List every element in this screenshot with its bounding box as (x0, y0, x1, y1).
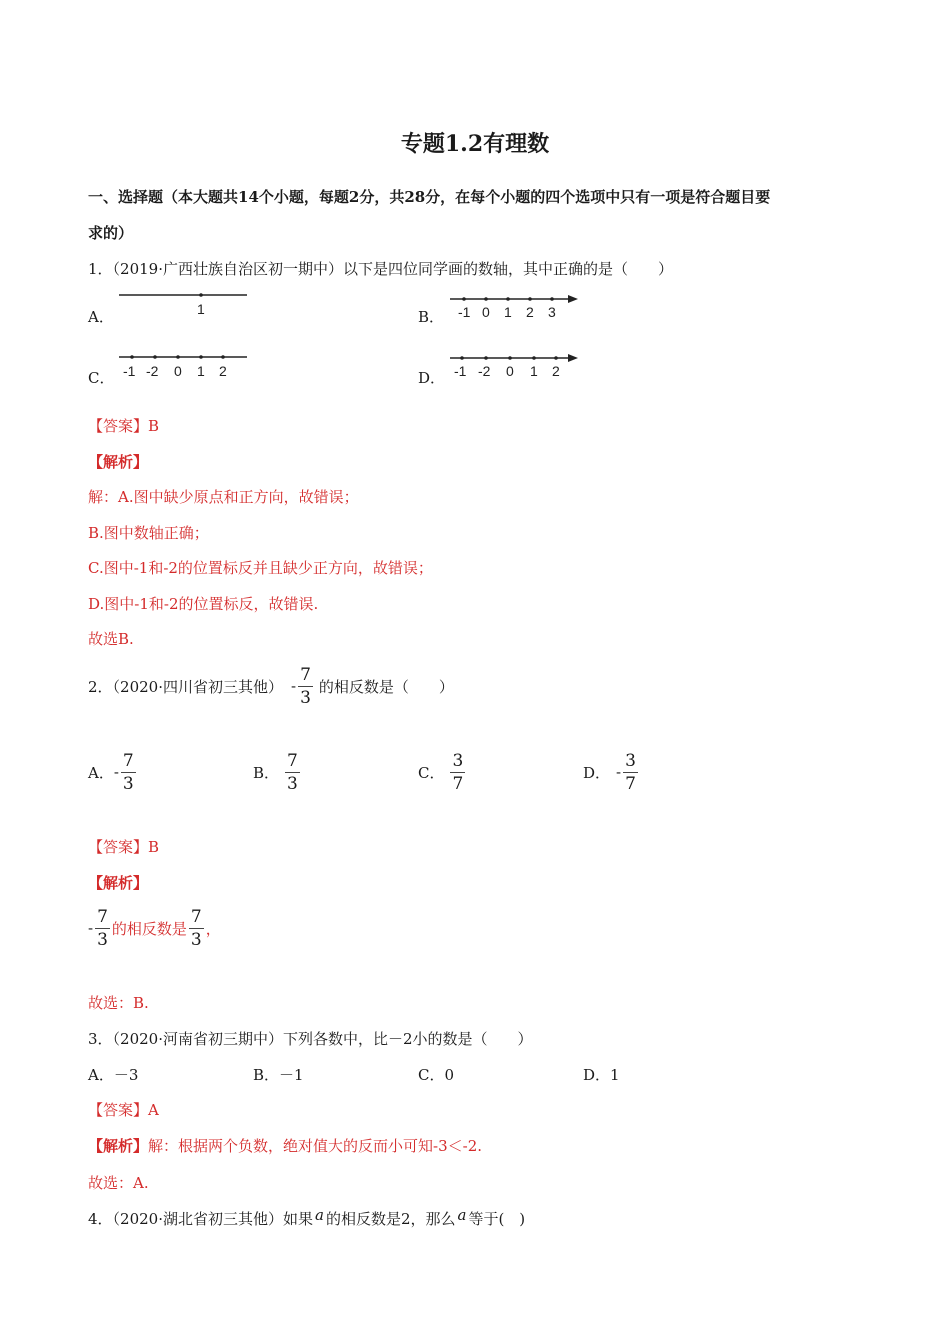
q1-analysis-line: C.图中-1和-2的位置标反并且缺少正方向，故错误； (88, 559, 433, 577)
fraction-numerator: 3 (452, 750, 464, 771)
axis-c-tick (153, 355, 157, 359)
q2-stem-prefix: 2．（2020·四川省初三其他） (88, 677, 283, 696)
q2-option-c-label: C． (418, 763, 445, 782)
axis-a-label: 1 (197, 301, 205, 317)
q2-analysis-fraction-2 (189, 906, 204, 951)
axis-b-tick (506, 297, 510, 301)
axis-c-label: -2 (146, 363, 159, 379)
q4-stem (88, 1208, 525, 1229)
axis-d-tick (508, 356, 512, 360)
q1-option-b-label: B． (418, 308, 445, 326)
q2-fraction-numerator: 7 (300, 664, 311, 685)
axis-d-label: 1 (530, 363, 538, 379)
q4-stem-end: 等于( ) (468, 1210, 526, 1228)
q4-stem-prefix: 4．（2020·湖北省初三其他）如果 (88, 1210, 313, 1228)
axis-d-label: 0 (506, 363, 514, 379)
q2-option-b (253, 744, 302, 800)
q4-variable-a: a (457, 1206, 467, 1224)
fraction-denominator: 3 (287, 773, 298, 794)
axis-b-tick (550, 297, 554, 301)
number-line-a (115, 288, 255, 322)
q2-option-a (88, 744, 138, 800)
fraction-denominator: 3 (122, 773, 134, 794)
axis-c-label: 0 (174, 363, 182, 379)
q2-option-a-fraction (121, 750, 136, 795)
q2-conclusion: 故选：B. (88, 994, 149, 1012)
q1-analysis-label: 【解析】 (88, 453, 149, 471)
axis-b-label: 1 (504, 304, 512, 320)
q2-answer: 【答案】B (88, 838, 160, 856)
axis-d-label: -1 (454, 363, 467, 379)
q2-option-c (418, 744, 467, 800)
axis-d-tick (460, 356, 464, 360)
fraction-denominator: 7 (625, 773, 636, 794)
q2-analysis (88, 900, 221, 956)
q3-analysis-label: 【解析】 (88, 1137, 149, 1155)
q3-analysis (88, 1135, 482, 1156)
q4-variable-a: a (315, 1206, 324, 1224)
axis-c-tick (221, 355, 225, 359)
q3-option-b: B．－1 (253, 1066, 304, 1084)
fraction-numerator: 7 (287, 750, 298, 771)
axis-c-label: 1 (197, 363, 205, 379)
q2-fraction (298, 664, 313, 709)
q1-option-c-label: C． (88, 369, 115, 387)
q2-option-d-fraction (623, 750, 638, 795)
axis-d-label: -2 (478, 363, 491, 379)
q3-option-c: C．0 (418, 1066, 455, 1084)
q1-option-a-label: A． (88, 308, 114, 326)
axis-b-tick (484, 297, 488, 301)
q1-option-d-label: D． (418, 369, 446, 387)
axis-d-tick (554, 356, 558, 360)
q2-option-a-label: A． (88, 763, 114, 782)
q1-analysis-line: D.图中-1和-2的位置标反，故错误. (88, 595, 319, 613)
axis-b-tick (462, 297, 466, 301)
axis-d-tick (484, 356, 488, 360)
q2-stem (88, 658, 454, 714)
q2-option-b-fraction (285, 750, 300, 795)
axis-b-label: -1 (458, 304, 471, 320)
axis-d-label: 2 (552, 363, 560, 379)
axis-c-label: -1 (123, 363, 136, 379)
fraction-numerator: 7 (190, 906, 202, 927)
q2-analysis-minus: - (88, 919, 94, 937)
axis-b-label: 2 (526, 304, 534, 320)
axis-b-tick (528, 297, 532, 301)
fraction-numerator: 3 (625, 750, 636, 771)
q1-analysis-line: B.图中数轴正确； (88, 524, 209, 542)
axis-b-label: 0 (482, 304, 490, 320)
q2-analysis-text: 的相反数是 (111, 919, 187, 938)
q2-analysis-fraction-1 (95, 906, 110, 951)
q3-conclusion: 故选：A. (88, 1174, 149, 1192)
section-heading-line2: 求的） (88, 224, 134, 242)
q1-stem: 1．（2019·广西壮族自治区初一期中）以下是四位同学画的数轴，其中正确的是（ ） (88, 260, 673, 278)
q1-analysis-line: 解：A.图中缺少原点和正方向，故错误； (88, 488, 359, 506)
q2-minus-sign: - (291, 677, 297, 695)
section-heading-line1: 一、选择题（本大题共14个小题，每题2分，共28分，在每个小题的四个选项中只有一项是符合题目要 (88, 188, 771, 206)
fraction-denominator: 3 (190, 929, 202, 950)
q2-stem-suffix: 的相反数是（ ） (318, 677, 454, 696)
q2-option-a-minus: - (113, 763, 119, 781)
q1-conclusion: 故选B. (88, 630, 134, 648)
number-line-b (446, 290, 586, 324)
fraction-denominator: 3 (97, 929, 108, 950)
axis-c-tick (199, 355, 203, 359)
axis-d-tick (532, 356, 536, 360)
axis-a-tick (199, 293, 203, 297)
q2-fraction-denominator: 3 (300, 687, 311, 708)
q2-analysis-label: 【解析】 (88, 874, 149, 892)
q2-option-b-label: B． (253, 763, 280, 782)
q3-analysis-text: 解：根据两个负数，绝对值大的反而小可知-3＜-2. (148, 1137, 483, 1155)
q3-option-d: D．1 (583, 1066, 620, 1084)
q1-answer: 【答案】B (88, 417, 160, 435)
axis-b-label: 3 (548, 304, 556, 320)
fraction-numerator: 7 (122, 750, 134, 771)
axis-c-tick (176, 355, 180, 359)
q2-option-d-minus: - (616, 763, 622, 781)
number-line-c (115, 349, 255, 383)
fraction-denominator: 7 (452, 773, 464, 794)
q2-analysis-end: ， (205, 919, 221, 938)
number-line-d (446, 349, 586, 383)
q2-option-d-label: D． (583, 763, 611, 782)
q3-stem: 3．（2020·河南省初三期中）下列各数中，比－2小的数是（ ） (88, 1030, 533, 1048)
q2-option-d (583, 744, 640, 800)
q3-option-a: A．－3 (88, 1066, 139, 1084)
q3-answer: 【答案】A (88, 1101, 159, 1119)
axis-c-label: 2 (219, 363, 227, 379)
q2-option-c-fraction (450, 750, 465, 795)
axis-d-arrow (568, 354, 578, 362)
fraction-numerator: 7 (97, 906, 108, 927)
page-title: 专题1.2有理数 (400, 131, 550, 157)
axis-c-tick (130, 355, 134, 359)
axis-b-arrow (568, 295, 578, 303)
q4-stem-mid: 的相反数是2，那么 (325, 1210, 456, 1228)
